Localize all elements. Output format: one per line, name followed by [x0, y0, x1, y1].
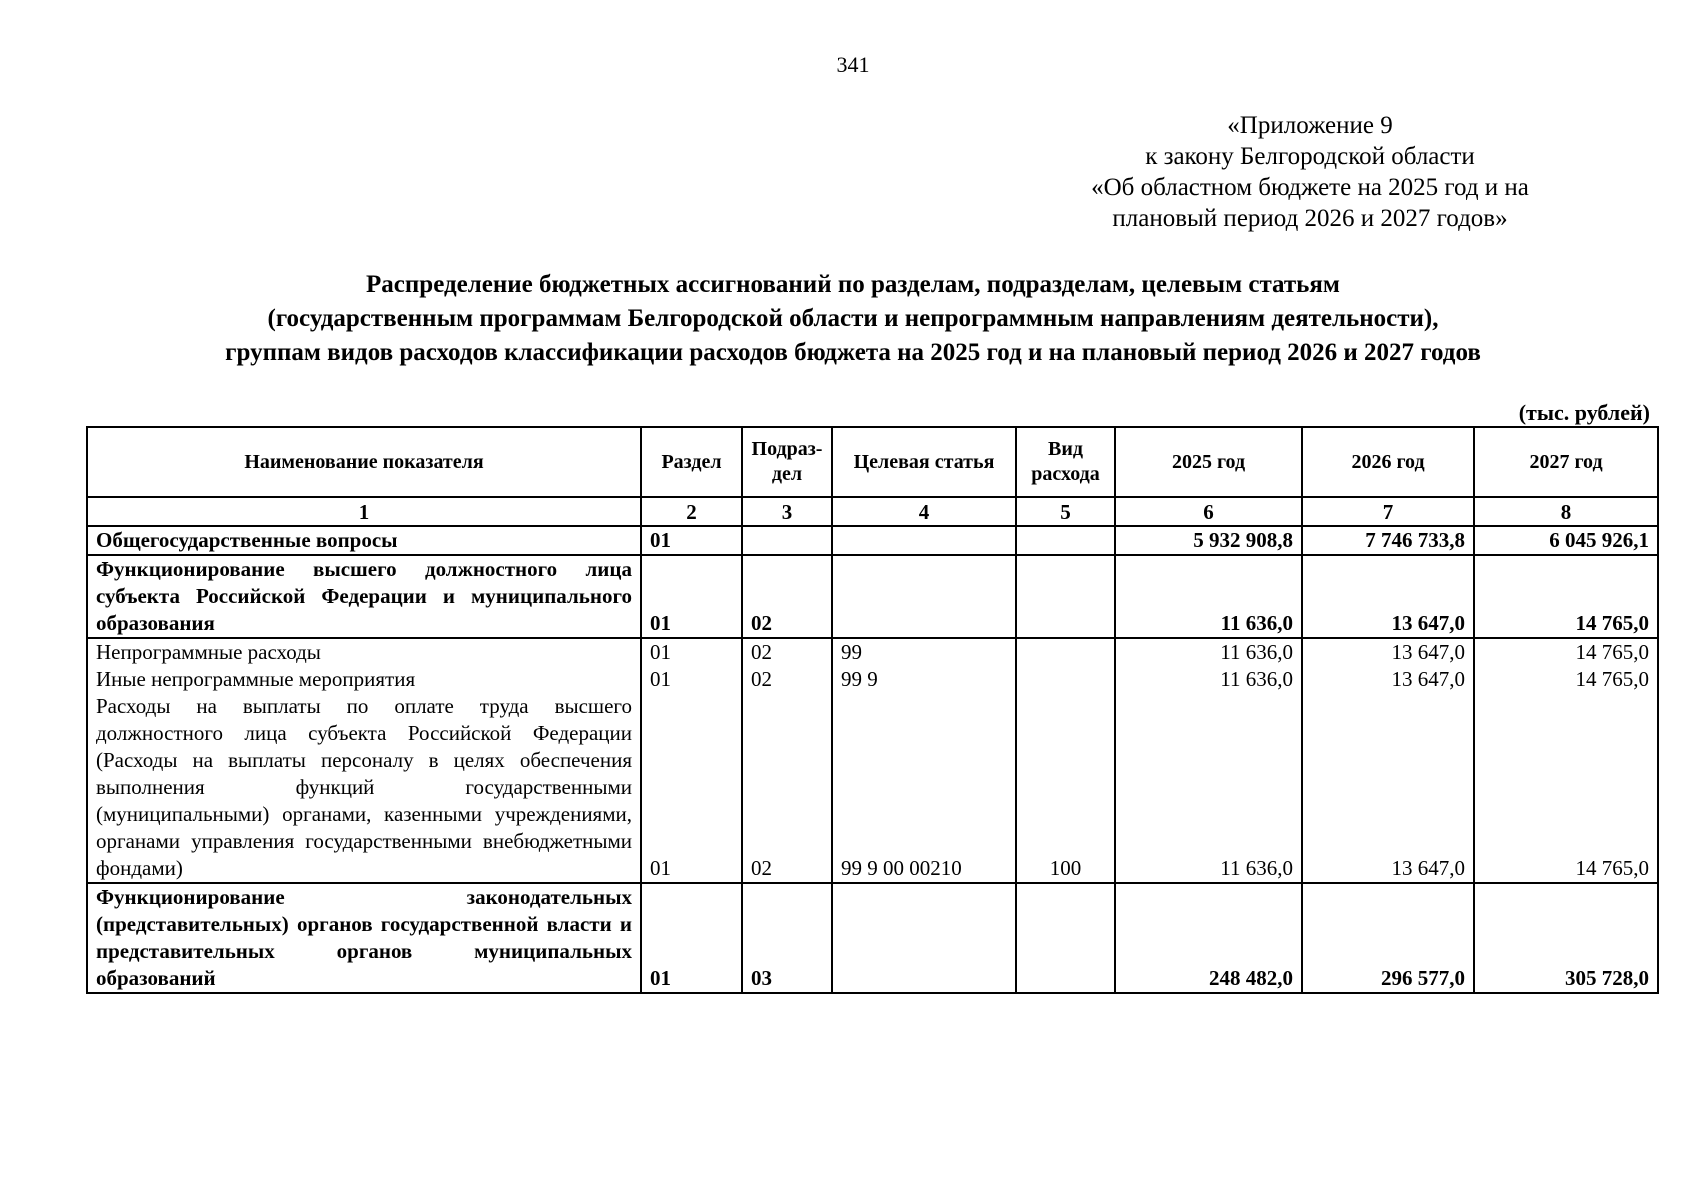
appendix-line: плановый период 2026 и 2027 годов» — [1112, 205, 1508, 232]
row-2025: 11 636,0 — [1115, 638, 1302, 666]
column-number: 5 — [1016, 497, 1115, 526]
row-name: Расходы на выплаты по оплате труда высшего должностного лица субъекта Российской Федерации (Расходы на выплаты персоналу в целях обеспечения выполнения функций государственными (муниципальными) органами, казенными учреждениями, органами управления государственными внебюджетными фондами) — [87, 693, 641, 883]
header-2025: 2025 год — [1115, 427, 1302, 497]
table-row — [87, 883, 1658, 993]
budget-table — [86, 426, 1659, 994]
row-target: 99 9 00 00210 — [832, 693, 1016, 883]
row-target — [832, 555, 1016, 638]
row-type — [1016, 883, 1115, 993]
column-number: 3 — [742, 497, 832, 526]
row-2025: 248 482,0 — [1115, 883, 1302, 993]
row-subsection — [742, 526, 832, 555]
row-target: 99 9 — [832, 666, 1016, 693]
row-target: 99 — [832, 638, 1016, 666]
row-name: Функционирование законодательных (представительных) органов государственной власти и представительных органов муниципальных образований — [87, 883, 641, 993]
column-number: 1 — [87, 497, 641, 526]
row-2026: 13 647,0 — [1302, 555, 1474, 638]
row-target — [832, 883, 1016, 993]
row-subsection: 02 — [742, 638, 832, 666]
appendix-line: «Об областном бюджете на 2025 год и на — [1091, 174, 1529, 201]
header-type-line: Вид — [1048, 438, 1083, 460]
column-number: 2 — [641, 497, 742, 526]
appendix-note — [1050, 110, 1570, 234]
row-2026: 13 647,0 — [1302, 693, 1474, 883]
row-2027: 6 045 926,1 — [1474, 526, 1658, 555]
row-section: 01 — [641, 693, 742, 883]
row-subsection: 02 — [742, 693, 832, 883]
column-number-row — [87, 497, 1658, 526]
row-target — [832, 526, 1016, 555]
appendix-line: «Приложение 9 — [1227, 112, 1393, 139]
row-type — [1016, 526, 1115, 555]
row-subsection: 02 — [742, 666, 832, 693]
row-2027: 305 728,0 — [1474, 883, 1658, 993]
row-2025: 11 636,0 — [1115, 666, 1302, 693]
title-line: Распределение бюджетных ассигнований по разделам, подразделам, целевым статьям — [366, 271, 1340, 298]
row-name: Функционирование высшего должностного лица субъекта Российской Федерации и муниципального образования — [87, 555, 641, 638]
column-number: 6 — [1115, 497, 1302, 526]
row-2027: 14 765,0 — [1474, 638, 1658, 666]
page-number: 341 — [836, 52, 870, 77]
document-title — [0, 268, 1706, 370]
row-type — [1016, 555, 1115, 638]
column-number: 7 — [1302, 497, 1474, 526]
row-2027: 14 765,0 — [1474, 666, 1658, 693]
header-subsection — [742, 427, 832, 497]
row-type — [1016, 638, 1115, 666]
row-section: 01 — [641, 638, 742, 666]
header-subsection-line: Подраз- — [751, 438, 823, 460]
row-name: Общегосударственные вопросы — [87, 526, 641, 555]
row-2026: 13 647,0 — [1302, 666, 1474, 693]
row-type: 100 — [1016, 693, 1115, 883]
row-2027: 14 765,0 — [1474, 693, 1658, 883]
title-line: (государственным программам Белгородской области и непрограммным направлениям деятельности), — [267, 305, 1439, 332]
row-type — [1016, 666, 1115, 693]
header-type-line: расхода — [1031, 463, 1100, 485]
header-row — [87, 427, 1658, 497]
row-name: Непрограммные расходы — [87, 638, 641, 666]
row-2027: 14 765,0 — [1474, 555, 1658, 638]
row-2026: 7 746 733,8 — [1302, 526, 1474, 555]
header-name: Наименование показателя — [87, 427, 641, 497]
row-section: 01 — [641, 883, 742, 993]
column-number: 8 — [1474, 497, 1658, 526]
units-label: (тыс. рублей) — [1518, 400, 1650, 425]
title-line: группам видов расходов классификации расходов бюджета на 2025 год и на плановый период 2026 и 2027 годов — [225, 339, 1481, 366]
header-2026: 2026 год — [1302, 427, 1474, 497]
row-2026: 13 647,0 — [1302, 638, 1474, 666]
table-row — [87, 666, 1658, 693]
table-row — [87, 526, 1658, 555]
row-section: 01 — [641, 555, 742, 638]
header-target: Целевая статья — [832, 427, 1016, 497]
row-2025: 5 932 908,8 — [1115, 526, 1302, 555]
table-row — [87, 555, 1658, 638]
header-section: Раздел — [641, 427, 742, 497]
row-subsection: 03 — [742, 883, 832, 993]
table-row — [87, 638, 1658, 666]
header-subsection-line: дел — [771, 463, 803, 485]
header-2027: 2027 год — [1474, 427, 1658, 497]
column-number: 4 — [832, 497, 1016, 526]
table-row — [87, 693, 1658, 883]
row-2025: 11 636,0 — [1115, 555, 1302, 638]
row-name: Иные непрограммные мероприятия — [87, 666, 641, 693]
row-section: 01 — [641, 666, 742, 693]
appendix-line: к закону Белгородской области — [1145, 143, 1475, 170]
row-2025: 11 636,0 — [1115, 693, 1302, 883]
header-type — [1016, 427, 1115, 497]
row-2026: 296 577,0 — [1302, 883, 1474, 993]
row-subsection: 02 — [742, 555, 832, 638]
row-section: 01 — [641, 526, 742, 555]
